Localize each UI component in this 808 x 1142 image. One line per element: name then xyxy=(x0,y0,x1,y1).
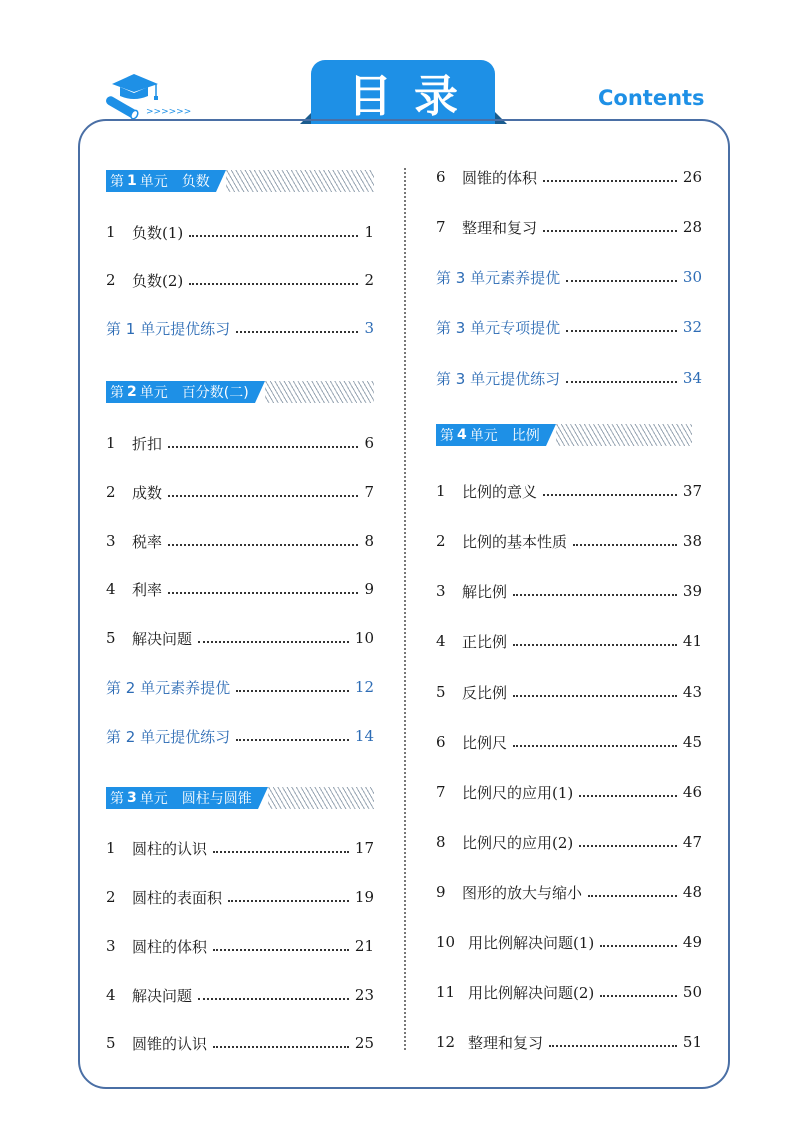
toc-entry[interactable] xyxy=(436,982,702,1002)
entry-title: 圆柱的认识 xyxy=(132,839,208,858)
entry-page: 41 xyxy=(682,632,702,650)
dot-leader xyxy=(213,851,349,853)
unit-prefix: 第 xyxy=(440,428,454,444)
entry-index: 4 xyxy=(436,632,446,650)
unit-number: 4 xyxy=(457,427,467,443)
toc-entry[interactable] xyxy=(436,682,702,702)
entry-title: 第 3 单元素养提优 xyxy=(436,268,561,287)
dot-leader xyxy=(513,644,677,646)
entry-page: 47 xyxy=(682,833,702,851)
unit-header-2 xyxy=(106,381,374,403)
unit-header-3 xyxy=(106,787,374,809)
dot-leader xyxy=(600,995,677,997)
entry-page: 14 xyxy=(354,727,374,745)
toc-entry[interactable] xyxy=(106,531,374,551)
entry-page: 43 xyxy=(682,683,702,701)
column-divider xyxy=(404,168,406,1050)
entry-page: 39 xyxy=(682,582,702,600)
entry-index: 6 xyxy=(436,733,446,751)
toc-entry[interactable] xyxy=(436,732,702,752)
entry-title: 整理和复习 xyxy=(468,1033,544,1052)
entry-title: 税率 xyxy=(132,532,163,551)
dot-leader xyxy=(236,739,349,741)
entry-title: 成数 xyxy=(132,483,163,502)
entry-index: 2 xyxy=(436,532,446,550)
unit-name: 圆柱与圆锥 xyxy=(181,791,252,807)
hatch-decoration xyxy=(268,787,374,809)
entry-index: 5 xyxy=(106,629,116,647)
toc-entry[interactable] xyxy=(106,482,374,502)
dot-leader xyxy=(198,641,349,643)
toc-entry-special[interactable] xyxy=(106,726,374,746)
dot-leader xyxy=(168,592,358,594)
dot-leader xyxy=(543,230,677,232)
unit-suffix: 单元 xyxy=(139,174,168,190)
entry-index: 3 xyxy=(436,582,446,600)
entry-page: 30 xyxy=(682,268,702,286)
hatch-decoration xyxy=(226,170,374,192)
entry-title: 比例尺 xyxy=(462,733,508,752)
dot-leader xyxy=(198,998,349,1000)
dot-leader xyxy=(213,949,349,951)
dot-leader xyxy=(168,544,358,546)
dot-leader xyxy=(588,895,677,897)
toc-entry[interactable] xyxy=(436,481,702,501)
entry-title: 第 3 单元专项提优 xyxy=(436,318,561,337)
entry-title: 解比例 xyxy=(462,582,508,601)
toc-entry[interactable] xyxy=(106,579,374,599)
entry-page: 34 xyxy=(682,369,702,387)
dot-leader xyxy=(513,745,677,747)
toc-entry[interactable] xyxy=(106,628,374,648)
unit-prefix: 第 xyxy=(110,791,124,807)
entry-index: 1 xyxy=(106,839,116,857)
entry-title: 比例的意义 xyxy=(462,482,538,501)
dot-leader xyxy=(168,495,358,497)
toc-entry[interactable] xyxy=(106,838,374,858)
unit-number: 2 xyxy=(127,384,137,400)
toc-entry[interactable] xyxy=(436,882,702,902)
entry-index: 4 xyxy=(106,986,116,1004)
entry-page: 21 xyxy=(354,937,374,955)
entry-title: 解决问题 xyxy=(132,629,193,648)
entry-page: 9 xyxy=(364,580,374,598)
entry-index: 1 xyxy=(106,223,116,241)
entry-page: 23 xyxy=(354,986,374,1004)
entry-index: 7 xyxy=(436,218,446,236)
dot-leader xyxy=(513,695,677,697)
entry-title: 图形的放大与缩小 xyxy=(462,883,583,902)
unit-suffix: 单元 xyxy=(469,428,498,444)
toc-entry[interactable] xyxy=(436,531,702,551)
entry-title: 负数(1) xyxy=(132,223,184,242)
entry-title: 折扣 xyxy=(132,434,163,453)
entry-page: 12 xyxy=(354,678,374,696)
unit-label xyxy=(106,170,216,192)
entry-page: 25 xyxy=(354,1034,374,1052)
entry-page: 48 xyxy=(682,883,702,901)
unit-label xyxy=(106,381,255,403)
entry-title: 比例的基本性质 xyxy=(462,532,568,551)
entry-title: 正比例 xyxy=(462,632,508,651)
page-subtitle: Contents xyxy=(598,86,705,110)
toc-entry[interactable] xyxy=(436,1032,702,1052)
toc-entry[interactable] xyxy=(106,985,374,1005)
entry-index: 7 xyxy=(436,783,446,801)
unit-number: 1 xyxy=(127,173,137,189)
entry-page: 51 xyxy=(682,1033,702,1051)
dot-leader xyxy=(579,795,677,797)
entry-index: 6 xyxy=(436,168,446,186)
entry-title: 利率 xyxy=(132,580,163,599)
entry-title: 比例尺的应用(2) xyxy=(462,833,574,852)
entry-title: 第 2 单元素养提优 xyxy=(106,678,231,697)
dot-leader xyxy=(189,283,358,285)
entry-title: 用比例解决问题(1) xyxy=(468,933,595,952)
entry-index: 2 xyxy=(106,271,116,289)
dot-leader xyxy=(549,1045,677,1047)
entry-index: 12 xyxy=(436,1033,456,1051)
toc-entry-special[interactable] xyxy=(436,317,702,337)
entry-page: 10 xyxy=(354,629,374,647)
entry-title: 圆锥的体积 xyxy=(462,168,538,187)
dot-leader xyxy=(579,845,677,847)
entry-index: 4 xyxy=(106,580,116,598)
unit-prefix: 第 xyxy=(110,174,124,190)
entry-title: 整理和复习 xyxy=(462,218,538,237)
entry-page: 6 xyxy=(364,434,374,452)
unit-label xyxy=(436,424,546,446)
entry-page: 17 xyxy=(354,839,374,857)
toc-entry-special[interactable] xyxy=(436,267,702,287)
entry-title: 解决问题 xyxy=(132,986,193,1005)
unit-suffix: 单元 xyxy=(139,385,168,401)
entry-page: 32 xyxy=(682,318,702,336)
entry-page: 46 xyxy=(682,783,702,801)
toc-entry[interactable] xyxy=(436,932,702,952)
entry-page: 45 xyxy=(682,733,702,751)
toc-entry-special[interactable] xyxy=(106,677,374,697)
entry-page: 49 xyxy=(682,933,702,951)
dot-leader xyxy=(236,690,349,692)
entry-index: 8 xyxy=(436,833,446,851)
unit-name: 负数 xyxy=(181,174,210,190)
entry-index: 5 xyxy=(106,1034,116,1052)
page-title: 目录 xyxy=(311,60,495,124)
dot-leader xyxy=(566,330,677,332)
entry-index: 3 xyxy=(106,532,116,550)
entry-page: 19 xyxy=(354,888,374,906)
dot-leader xyxy=(573,544,677,546)
dot-leader xyxy=(228,900,349,902)
unit-suffix: 单元 xyxy=(139,791,168,807)
unit-name: 比例 xyxy=(511,428,540,444)
toc-entry[interactable] xyxy=(106,936,374,956)
entry-index: 11 xyxy=(436,983,456,1001)
toc-entry[interactable] xyxy=(106,270,374,290)
entry-title: 第 2 单元提优练习 xyxy=(106,727,231,746)
unit-name: 百分数(二) xyxy=(181,385,249,401)
dot-leader xyxy=(513,594,677,596)
hatch-decoration xyxy=(556,424,692,446)
toc-entry[interactable] xyxy=(436,167,702,187)
entry-index: 1 xyxy=(436,482,446,500)
entry-title: 圆锥的认识 xyxy=(132,1034,208,1053)
dot-leader xyxy=(213,1046,349,1048)
dot-leader xyxy=(236,331,358,333)
dot-leader xyxy=(543,180,677,182)
entry-page: 50 xyxy=(682,983,702,1001)
hatch-decoration xyxy=(265,381,374,403)
entry-page: 26 xyxy=(682,168,702,186)
toc-entry[interactable] xyxy=(106,433,374,453)
entry-title: 圆柱的表面积 xyxy=(132,888,223,907)
unit-prefix: 第 xyxy=(110,385,124,401)
dot-leader xyxy=(600,945,677,947)
toc-entry[interactable] xyxy=(436,782,702,802)
svg-text:>>>>>>: >>>>>> xyxy=(146,107,192,117)
toc-entry[interactable] xyxy=(436,832,702,852)
entry-page: 8 xyxy=(364,532,374,550)
entry-index: 3 xyxy=(106,937,116,955)
entry-page: 37 xyxy=(682,482,702,500)
toc-entry-special[interactable] xyxy=(436,368,702,388)
dot-leader xyxy=(168,446,358,448)
toc-entry-special[interactable] xyxy=(106,318,374,338)
entry-page: 38 xyxy=(682,532,702,550)
dot-leader xyxy=(566,280,677,282)
entry-page: 28 xyxy=(682,218,702,236)
toc-entry[interactable] xyxy=(436,217,702,237)
graduation-cap-diploma-icon xyxy=(102,70,192,122)
entry-page: 3 xyxy=(364,319,374,337)
entry-title: 圆柱的体积 xyxy=(132,937,208,956)
entry-page: 7 xyxy=(364,483,374,501)
entry-index: 9 xyxy=(436,883,446,901)
unit-header-4 xyxy=(436,424,692,446)
entry-index: 1 xyxy=(106,434,116,452)
entry-title: 比例尺的应用(1) xyxy=(462,783,574,802)
unit-number: 3 xyxy=(127,790,137,806)
entry-title: 第 3 单元提优练习 xyxy=(436,369,561,388)
dot-leader xyxy=(543,494,677,496)
entry-title: 反比例 xyxy=(462,683,508,702)
entry-index: 2 xyxy=(106,888,116,906)
toc-entry[interactable] xyxy=(106,1033,374,1053)
entry-title: 第 1 单元提优练习 xyxy=(106,319,231,338)
toc-entry[interactable] xyxy=(106,887,374,907)
unit-header-1 xyxy=(106,170,374,192)
toc-entry[interactable] xyxy=(436,581,702,601)
entry-index: 2 xyxy=(106,483,116,501)
toc-entry[interactable] xyxy=(106,222,374,242)
entry-page: 2 xyxy=(364,271,374,289)
entry-page: 1 xyxy=(364,223,374,241)
entry-title: 负数(2) xyxy=(132,271,184,290)
entry-index: 10 xyxy=(436,933,456,951)
dot-leader xyxy=(189,235,358,237)
dot-leader xyxy=(566,381,677,383)
toc-entry[interactable] xyxy=(436,631,702,651)
entry-title: 用比例解决问题(2) xyxy=(468,983,595,1002)
entry-index: 5 xyxy=(436,683,446,701)
unit-label xyxy=(106,787,258,809)
